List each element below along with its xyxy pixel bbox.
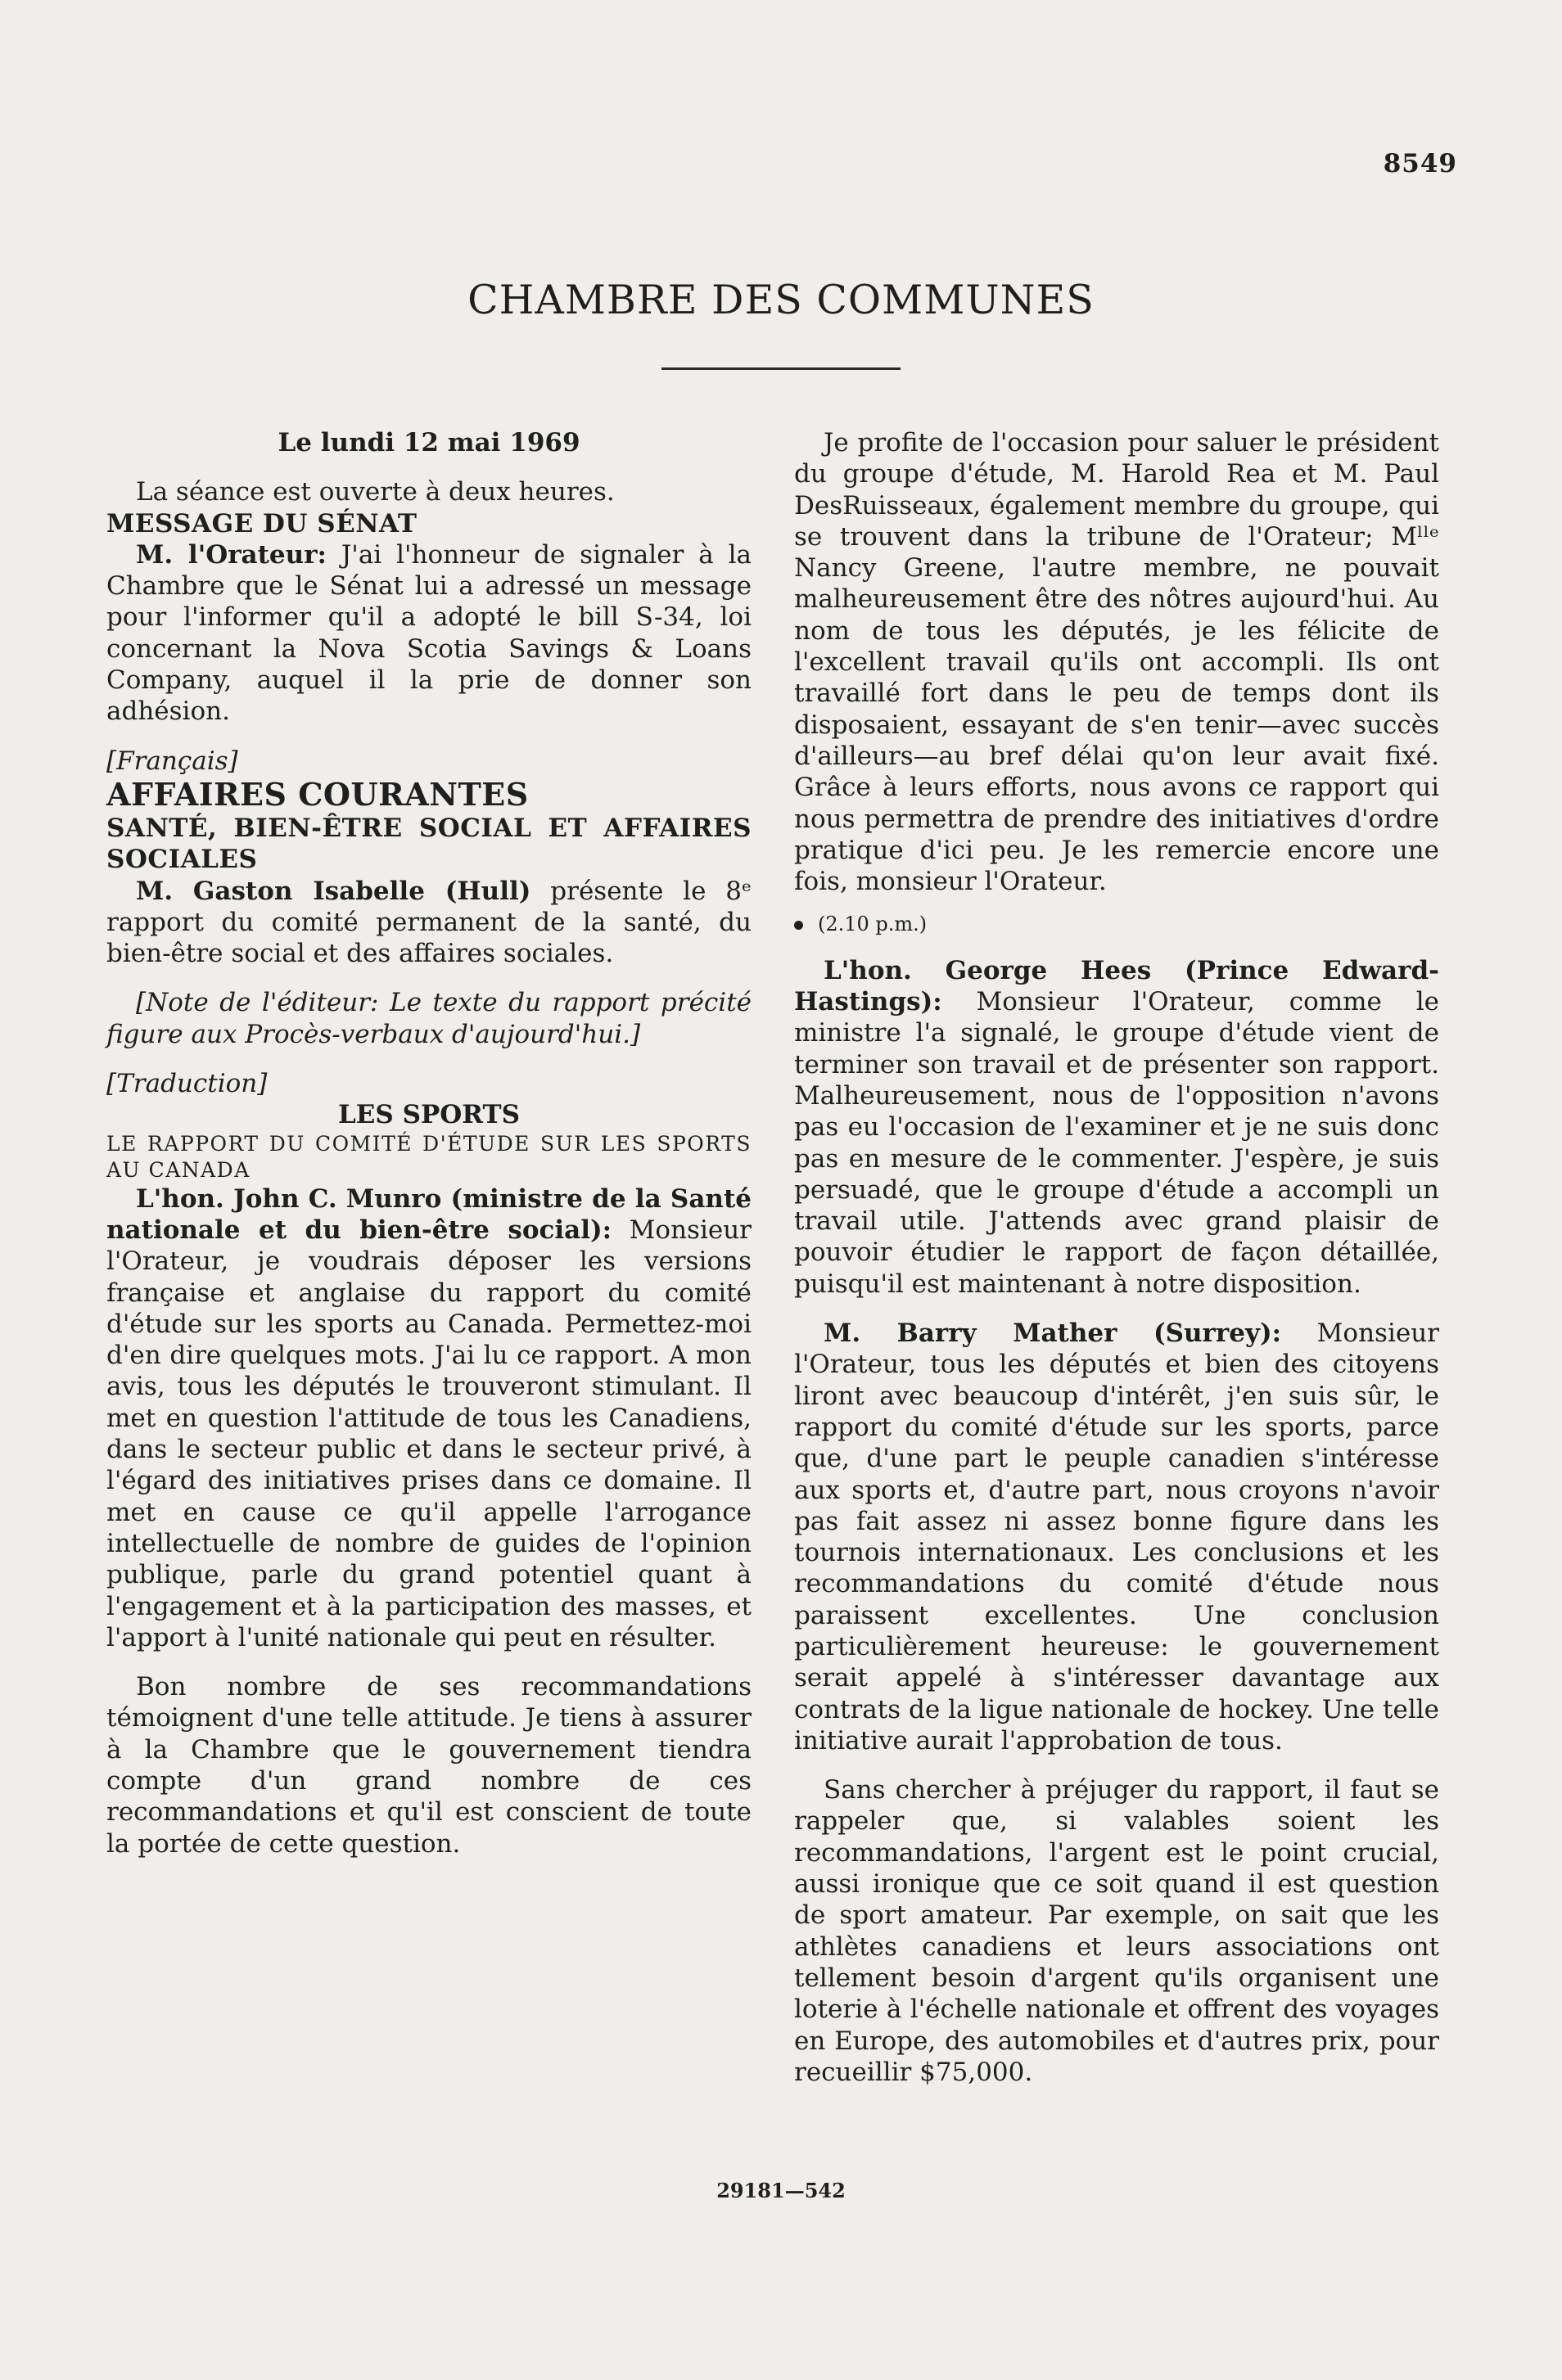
paragraph-mather bbox=[794, 1318, 1439, 1756]
paragraph-isabelle bbox=[106, 876, 752, 970]
paragraph-text: Monsieur l'Orateur, tous les députés et bien des citoyens liront avec beaucoup d'intérêt, j'en suis sûr, le rapport du comité d'étude sur les sports, parce que, d'une part le peuple canadien s'intéresse aux sports et, d'autre part, nous croyons n'avoir pas fait assez ni assez bonne figure dans les tournois internationaux. Les conclusions et les recommandations du comité d'étude nous paraissent excellentes. Une conclusion particulièrement heureuse: le gouvernement serait appelé à s'intéresser davantage aux contrats de la ligue nationale de hockey. Une telle initiative aurait l'approbation de tous. bbox=[794, 1318, 1439, 1756]
paragraph-text: J'ai l'honneur de signaler à la Chambre que le Sénat lui a adressé un message pour l'informer qu'il a adopté le bill S-34, loi concernant la Nova Scotia Savings & Loans Company, auquel il la prie de donner son adhésion. bbox=[106, 539, 752, 727]
masthead-rule bbox=[661, 367, 901, 370]
opening-line: La séance est ouverte à deux heures. bbox=[136, 477, 615, 507]
speaker-name: M. l'Orateur: bbox=[136, 539, 327, 570]
paragraph-text: présente le 8ᵉ rapport du comité permanent de la santé, du bien-être social et des affaires sociales. bbox=[106, 876, 752, 969]
sitting-date: Le lundi 12 mai 1969 bbox=[278, 428, 580, 458]
paragraph-salutations: Je profite de l'occasion pour saluer le président du groupe d'étude, M. Harold Rea et M. Paul DesRuisseaux, également membre du groupe, qui se trouvent dans la tribune de l'Orateur; Mˡˡᵉ Nancy Greene, l'autre membre, ne pouvait malheureusement être des nôtres aujourd'hui. Au nom de tous les députés, je les félicite de l'excellent travail qu'ils ont accompli. Ils ont travaillé fort dans le peu de temps dont ils disposaient, essayant de s'en tenir—avec succès d'ailleurs—au bref délai qu'on leur avait fixé. Grâce à leurs efforts, nous avons ce rapport qui nous permettra de prendre des initiatives d'ordre pratique d'ici peu. Je les remercie encore une fois, monsieur l'Orateur. bbox=[794, 428, 1439, 897]
time-stamp: (2.10 p.m.) bbox=[794, 908, 1439, 940]
heading-sports: LES SPORTS bbox=[338, 1100, 520, 1130]
paragraph-orateur bbox=[106, 539, 752, 728]
speaker-name: L'hon. George Hees (Prince Edward-Hastings): bbox=[794, 955, 1439, 1017]
paragraph-hees bbox=[794, 955, 1439, 1300]
speaker-name: M. Barry Mather (Surrey): bbox=[824, 1318, 1282, 1349]
heading-affaires-courantes: AFFAIRES COURANTES bbox=[106, 775, 529, 813]
heading-sante: SANTÉ, BIEN-ÊTRE SOCIAL ET AFFAIRES SOCIALES bbox=[106, 813, 752, 875]
paragraph-text: Monsieur l'Orateur, je voudrais déposer les versions française et anglaise du rapport du comité d'étude sur les sports au Canada. Permettez-moi d'en dire quelques mots. J'ai lu ce rapport. A mon avis, tous les députés le trouveront stimulant. Il met en question l'attitude de tous les Canadiens, dans le secteur public et dans le secteur privé, à l'égard des initiatives prises dans ce domaine. Il met en cause ce qu'il appelle l'arrogance intellectuelle de nombre de guides de l'opinion publique, parle du grand potentiel quant à l'engagement et à la participation des masses, et l'apport à l'unité nationale qui peut en résulter. bbox=[106, 1215, 752, 1652]
masthead-title: CHAMBRE DES COMMUNES bbox=[467, 277, 1095, 323]
bullet-icon bbox=[794, 921, 803, 930]
left-column bbox=[106, 427, 752, 1859]
print-code: 29181—542 bbox=[716, 2179, 846, 2202]
editor-note: [Note de l'éditeur: Le texte du rapport précité figure aux Procès-verbaux d'aujourd'hui.] bbox=[106, 988, 752, 1049]
paragraph-recommandations: Bon nombre de ses recommandations témoignent d'une telle attitude. Je tiens à assurer à la Chambre que le gouvernement tiendra compte d'un grand nombre de ces recommandations et qu'il est conscient de toute la portée de cette question. bbox=[106, 1672, 752, 1859]
paragraph-text: Monsieur l'Orateur, comme le ministre l'a signalé, le groupe d'étude vient de terminer son travail et de présenter son rapport. Malheureusement, nous de l'opposition n'avons pas eu l'occasion de l'examiner et je ne suis donc pas en mesure de le commenter. J'espère, je suis persuadé, que le groupe d'étude a accompli un travail utile. J'attends avec grand plaisir de pouvoir étudier le rapport de façon détaillée, puisqu'il est maintenant à notre disposition. bbox=[794, 987, 1439, 1299]
speaker-name: L'hon. John C. Munro (ministre de la Santé nationale et du bien-être social): bbox=[106, 1183, 752, 1245]
page-number: 8549 bbox=[1383, 149, 1457, 178]
language-marker: [Français] bbox=[106, 746, 238, 776]
paragraph-munro bbox=[106, 1183, 752, 1653]
language-marker: [Traduction] bbox=[106, 1069, 268, 1099]
speaker-name: M. Gaston Isabelle (Hull) bbox=[136, 876, 531, 906]
heading-message-senat: MESSAGE DU SÉNAT bbox=[106, 508, 418, 539]
right-column bbox=[794, 427, 1439, 2088]
paragraph-argent: Sans chercher à préjuger du rapport, il faut se rappeler que, si valables soient les recommandations, l'argent est le point crucial, aussi ironique que ce soit quand il est question de sport amateur. Par exemple, on sait que les athlètes canadiens et leurs associations ont tellement besoin d'argent qu'ils organisent une loterie à l'échelle nationale et offrent des voyages en Europe, des automobiles et d'autres prix, pour recueillir $75,000. bbox=[794, 1775, 1439, 2087]
subheading-rapport: LE RAPPORT DU COMITÉ D'ÉTUDE SUR LES SPORTS AU CANADA bbox=[106, 1131, 752, 1182]
